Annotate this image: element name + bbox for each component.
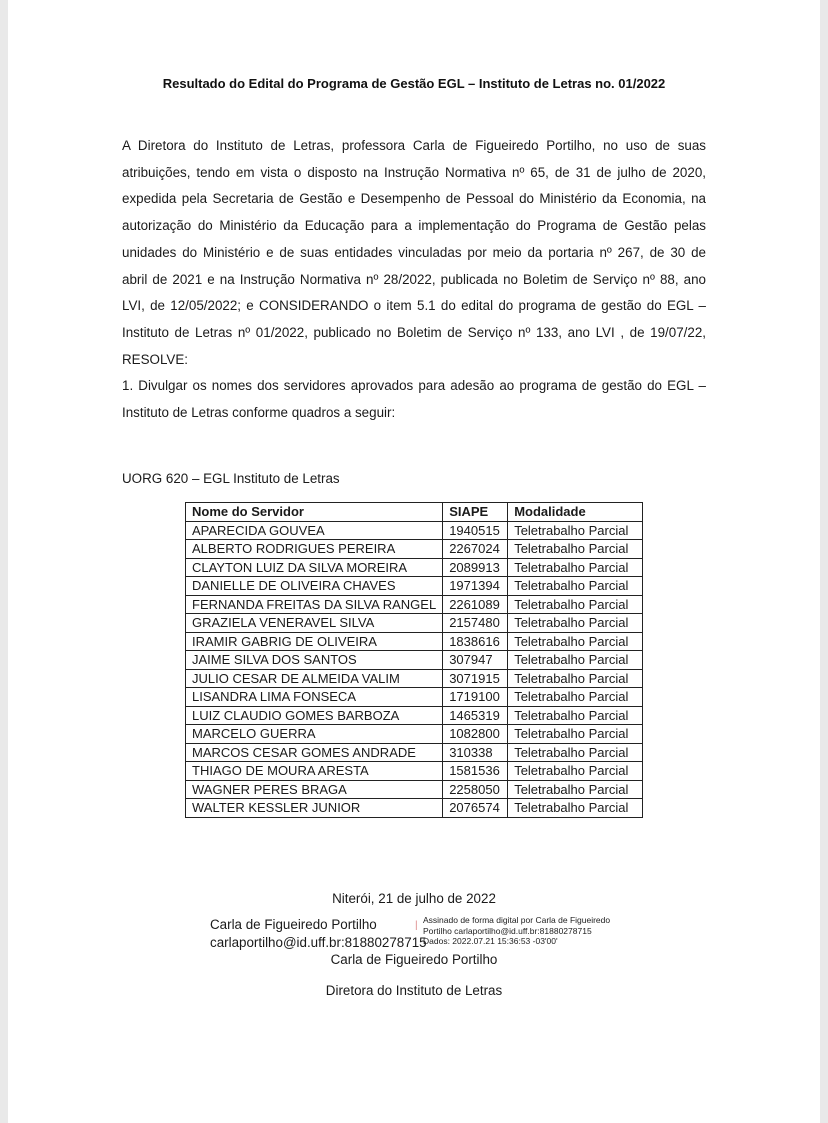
table-row <box>186 595 643 614</box>
header-name: Nome do Servidor <box>186 503 443 522</box>
paragraph-line: LVI, de 12/05/2022; e CONSIDERANDO o item 5.1 do edital do programa de gestão do EGL – <box>122 298 706 314</box>
cell-name: DANIELLE DE OLIVEIRA CHAVES <box>186 577 443 596</box>
uorg-label: UORG 620 – EGL Instituto de Letras <box>122 471 340 486</box>
cell-name: WAGNER PERES BRAGA <box>186 780 443 799</box>
table-body <box>186 521 643 817</box>
cell-modalidade: Teletrabalho Parcial <box>508 762 643 781</box>
cell-siape: 2157480 <box>443 614 508 633</box>
cell-modalidade: Teletrabalho Parcial <box>508 632 643 651</box>
paragraph-line: autorização do Ministério da Educação para a implementação do Programa de Gestão pelas <box>122 218 706 234</box>
cell-siape: 310338 <box>443 743 508 762</box>
cell-siape: 2267024 <box>443 540 508 559</box>
paragraph-line: A Diretora do Instituto de Letras, professora Carla de Figueiredo Portilho, no uso de suas <box>122 138 706 153</box>
cell-siape: 3071915 <box>443 669 508 688</box>
header-modalidade: Modalidade <box>508 503 643 522</box>
signer-name: Carla de Figueiredo Portilho <box>330 952 498 967</box>
cell-name: FERNANDA FREITAS DA SILVA RANGEL <box>186 595 443 614</box>
cell-siape: 1082800 <box>443 725 508 744</box>
paragraph-line: atribuições, tendo em vista o disposto na Instrução Normativa nº 65, de 31 de julho de 2020, <box>122 164 706 180</box>
cell-modalidade: Teletrabalho Parcial <box>508 558 643 577</box>
cell-name: JAIME SILVA DOS SANTOS <box>186 651 443 670</box>
table-row <box>186 669 643 688</box>
cell-modalidade: Teletrabalho Parcial <box>508 614 643 633</box>
table-row <box>186 558 643 577</box>
cell-modalidade: Teletrabalho Parcial <box>508 669 643 688</box>
cell-modalidade: Teletrabalho Parcial <box>508 688 643 707</box>
table-row <box>186 540 643 559</box>
cell-siape: 2261089 <box>443 595 508 614</box>
table-row <box>186 521 643 540</box>
cell-modalidade: Teletrabalho Parcial <box>508 706 643 725</box>
table-row <box>186 780 643 799</box>
cell-modalidade: Teletrabalho Parcial <box>508 651 643 670</box>
signature-mark-icon: | <box>415 920 418 931</box>
cell-siape: 1971394 <box>443 577 508 596</box>
signature-name: Carla de Figueiredo Portilho <box>210 917 377 932</box>
resolve-label: RESOLVE: <box>122 351 188 367</box>
document-body <box>122 133 706 427</box>
table-row <box>186 651 643 670</box>
header-siape: SIAPE <box>443 503 508 522</box>
cell-modalidade: Teletrabalho Parcial <box>508 521 643 540</box>
cell-name: CLAYTON LUIZ DA SILVA MOREIRA <box>186 558 443 577</box>
table-row <box>186 762 643 781</box>
table-row <box>186 743 643 762</box>
table-row <box>186 632 643 651</box>
cell-modalidade: Teletrabalho Parcial <box>508 799 643 818</box>
cell-name: APARECIDA GOUVEA <box>186 521 443 540</box>
document-title: Resultado do Edital do Programa de Gestão EGL – Instituto de Letras no. 01/2022 <box>162 76 666 91</box>
cell-modalidade: Teletrabalho Parcial <box>508 725 643 744</box>
signature-block <box>210 916 427 952</box>
table-row <box>186 688 643 707</box>
cell-siape: 2076574 <box>443 799 508 818</box>
cell-modalidade: Teletrabalho Parcial <box>508 743 643 762</box>
signature-id: carlaportilho@id.uff.br:81880278715 <box>210 935 427 950</box>
paragraph-line: abril de 2021 e na Instrução Normativa nº 28/2022, publicada no Boletim de Serviço nº 88, ano <box>122 271 706 287</box>
cell-name: JULIO CESAR DE ALMEIDA VALIM <box>186 669 443 688</box>
digital-signature-line: Dados: 2022.07.21 15:36:53 -03'00' <box>423 936 558 946</box>
cell-name: ALBERTO RODRIGUES PEREIRA <box>186 540 443 559</box>
cell-siape: 307947 <box>443 651 508 670</box>
cell-name: IRAMIR GABRIG DE OLIVEIRA <box>186 632 443 651</box>
item-line: 1. Divulgar os nomes dos servidores aprovados para adesão ao programa de gestão do EGL – <box>122 378 706 394</box>
table-row <box>186 725 643 744</box>
cell-name: MARCELO GUERRA <box>186 725 443 744</box>
table-row <box>186 577 643 596</box>
cell-name: WALTER KESSLER JUNIOR <box>186 799 443 818</box>
table-row <box>186 706 643 725</box>
table-header-row <box>186 503 643 522</box>
staff-table <box>185 502 643 818</box>
cell-siape: 1838616 <box>443 632 508 651</box>
cell-modalidade: Teletrabalho Parcial <box>508 577 643 596</box>
paragraph-line: unidades do Ministério e de suas entidades vinculadas por meio da portaria nº 267, de 30 de <box>122 244 706 260</box>
cell-name: THIAGO DE MOURA ARESTA <box>186 762 443 781</box>
cell-modalidade: Teletrabalho Parcial <box>508 595 643 614</box>
cell-siape: 1581536 <box>443 762 508 781</box>
place-date: Niterói, 21 de julho de 2022 <box>332 891 496 906</box>
cell-name: LUIZ CLAUDIO GOMES BARBOZA <box>186 706 443 725</box>
paragraph-line: expedida pela Secretaria de Gestão e Desempenho de Pessoal do Ministério da Economia, na <box>122 191 706 207</box>
cell-siape: 1465319 <box>443 706 508 725</box>
cell-siape: 2258050 <box>443 780 508 799</box>
table-row <box>186 614 643 633</box>
cell-siape: 1719100 <box>443 688 508 707</box>
item-line: Instituto de Letras conforme quadros a seguir: <box>122 405 396 421</box>
cell-siape: 1940515 <box>443 521 508 540</box>
paragraph-line: Instituto de Letras nº 01/2022, publicado no Boletim de Serviço nº 133, ano LVI , de 19/07/22, <box>122 324 706 340</box>
cell-name: GRAZIELA VENERAVEL SILVA <box>186 614 443 633</box>
cell-siape: 2089913 <box>443 558 508 577</box>
signer-role: Diretora do Instituto de Letras <box>325 983 503 998</box>
cell-name: MARCOS CESAR GOMES ANDRADE <box>186 743 443 762</box>
cell-modalidade: Teletrabalho Parcial <box>508 540 643 559</box>
cell-name: LISANDRA LIMA FONSECA <box>186 688 443 707</box>
digital-signature-line: Portilho carlaportilho@id.uff.br:81880278715 <box>423 925 592 936</box>
digital-signature-info <box>423 915 610 947</box>
digital-signature-line: Assinado de forma digital por Carla de Figueiredo <box>423 915 611 925</box>
table-row <box>186 799 643 818</box>
cell-modalidade: Teletrabalho Parcial <box>508 780 643 799</box>
